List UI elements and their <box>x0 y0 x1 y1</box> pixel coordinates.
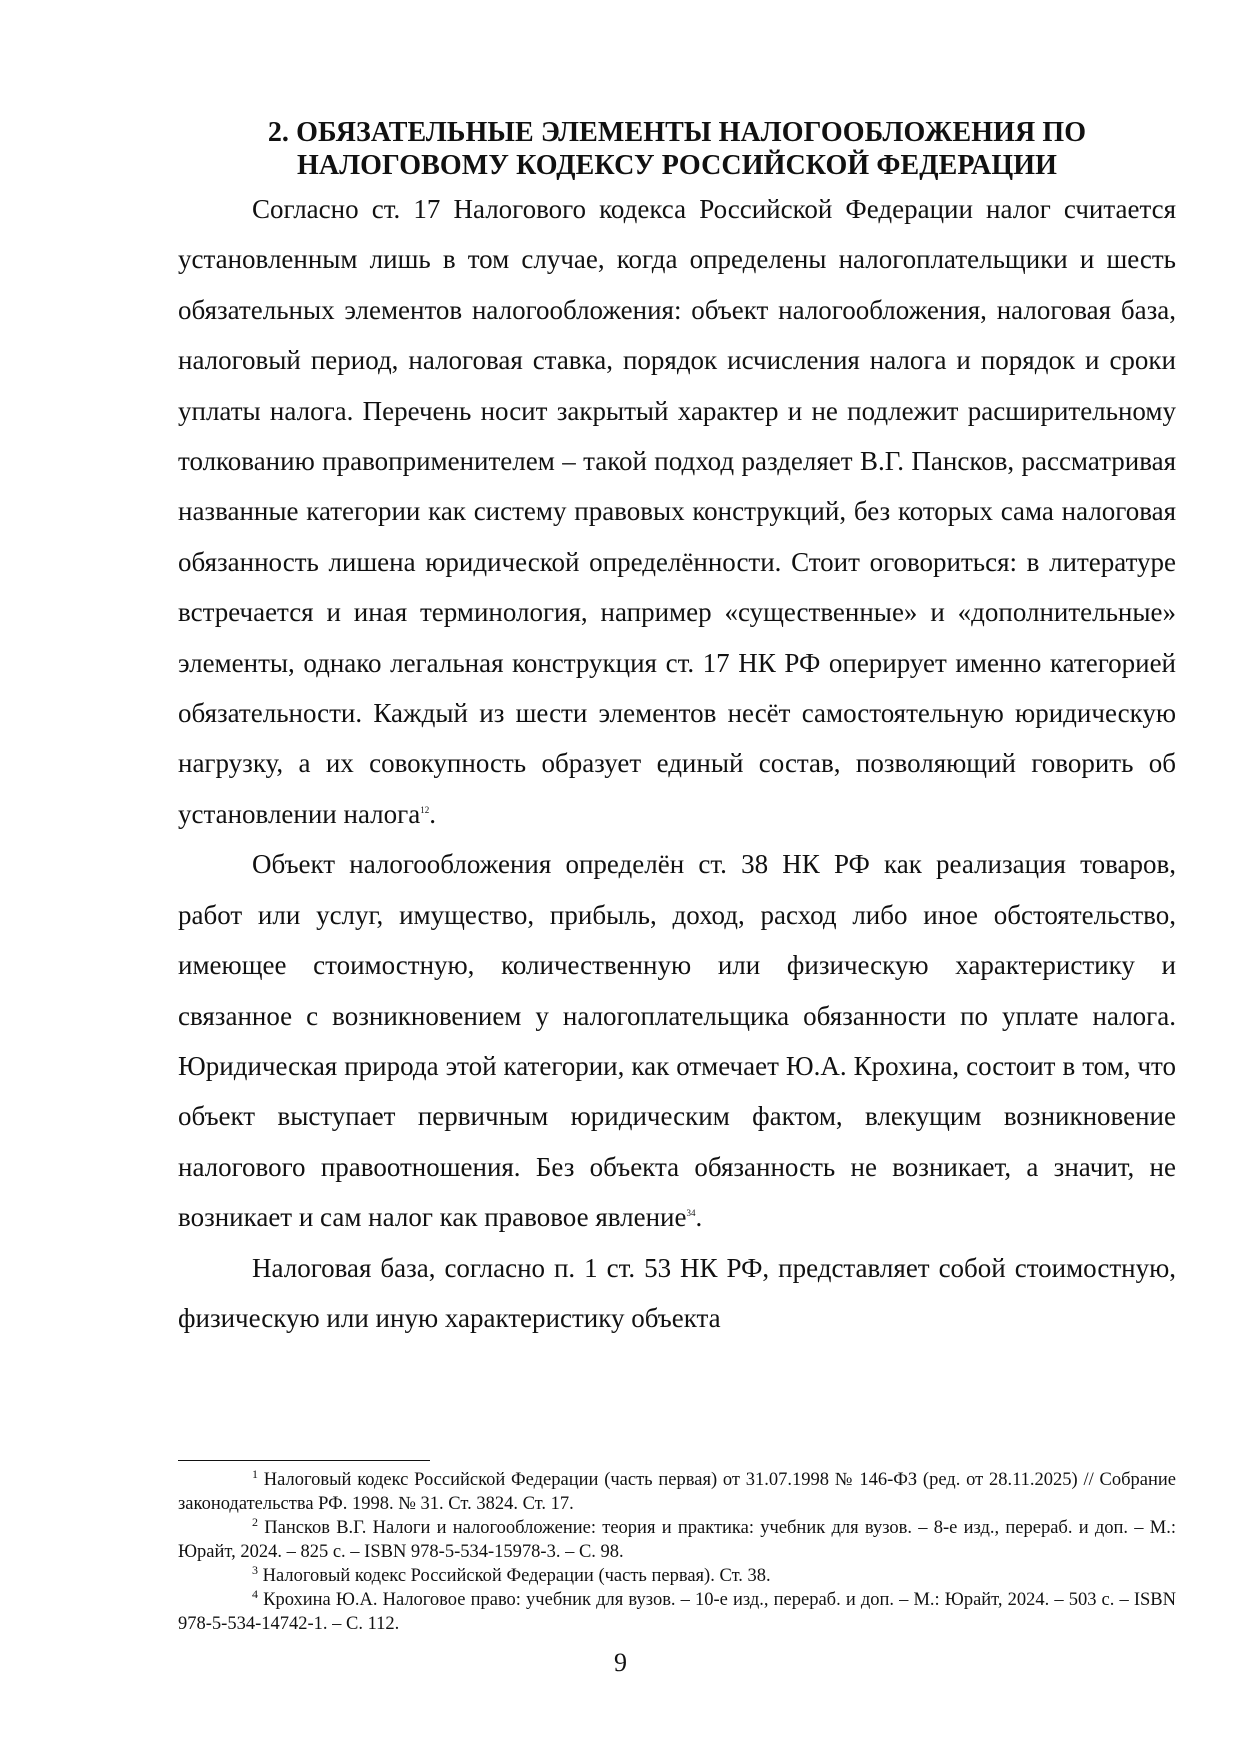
main-content <box>178 116 1176 1343</box>
paragraph-tax-object <box>178 839 1176 1242</box>
footnote-item <box>178 1588 1176 1636</box>
footnote-reference: 12 <box>420 804 430 815</box>
footnote-item <box>178 1516 1176 1564</box>
page-number: 9 <box>614 1648 627 1677</box>
footnote-text: Налоговый кодекс Российской Федерации (часть первая). Ст. 38. <box>262 1566 771 1586</box>
footnote-item <box>178 1468 1176 1516</box>
footnotes <box>178 1468 1176 1636</box>
footnote-item <box>178 1564 1176 1588</box>
footnote-text: Пансков В.Г. Налоги и налогообложение: теория и практика: учебник для вузов. – 8-е изд., перераб. и доп. – М.: Юрайт, 2024. – 825 с. – ISBN 978-5-534-15978-3. – С. 98. <box>178 1518 1176 1562</box>
paragraph-text: Налоговая база, согласно п. 1 ст. 53 НК РФ, представляет собой стоимостную, физическую или иную характеристику объекта <box>178 1252 1176 1333</box>
footnote-text: Налоговый кодекс Российской Федерации (часть первая) от 31.07.1998 № 146-ФЗ (ред. от 28.11.2025) // Собрание законодательства РФ. 1998. № 31. Ст. 3824. Ст. 17. <box>178 1470 1176 1514</box>
section-heading-line-2: НАЛОГОВОМУ КОДЕКСУ РОССИЙСКОЙ ФЕДЕРАЦИИ <box>297 150 1057 181</box>
section-heading <box>178 116 1176 182</box>
section-heading-line-1: 2. ОБЯЗАТЕЛЬНЫЕ ЭЛЕМЕНТЫ НАЛОГООБЛОЖЕНИЯ ПО <box>267 117 1087 148</box>
footnote-separator <box>178 1460 430 1461</box>
footnote-number: 4 <box>252 1586 258 1601</box>
paragraph-text: Объект налогообложения определён ст. 38 НК РФ как реализация товаров, работ или услуг, имущество, прибыль, доход, расход либо иное обстоятельство, имеющее стоимостную, количественную или физическую характеристику и связанное с возникновением у налогоплательщика обязанности по уплате налога. Юридическая природа этой категории, как отмечает Ю.А. Крохина, состоит в том, что объект выступает первичным юридическим фактом, влекущим возникновение налогового правоотношения. Без объекта обязанность не возникает, а значит, не возникает и сам налог как правовое явление <box>178 849 1176 1233</box>
footnote-reference: 34 <box>686 1208 696 1219</box>
paragraph-end: . <box>429 798 436 829</box>
paragraph-end: . <box>695 1202 703 1233</box>
paragraph-elements-overview <box>178 184 1176 839</box>
footnote-number: 3 <box>252 1562 258 1577</box>
paragraph-tax-base <box>178 1243 1176 1344</box>
footnote-text: Крохина Ю.А. Налоговое право: учебник для вузов. – 10-е изд., перераб. и доп. – М.: Юрайт, 2024. – 503 с. – ISBN 978-5-534-14742-1. – С. 112. <box>178 1590 1176 1634</box>
paragraph-text: Согласно ст. 17 Налогового кодекса Российской Федерации налог считается установленным лишь в том случае, когда определены налогоплательщики и шесть обязательных элементов налогообложения: объект налогообложения, налоговая база, налоговый период, налоговая ставка, порядок исчисления налога и порядок и сроки уплаты налога. Перечень носит закрытый характер и не подлежит расширительному толкованию правоприменителем – такой подход разделяет В.Г. Пансков, рассматривая названные категории как систему правовых конструкций, без которых сама налоговая обязанность лишена юридической определённости. Стоит оговориться: в литературе встречается и иная терминология, например «существенные» и «дополнительные» элементы, однако легальная конструкция ст. 17 НК РФ оперирует именно категорией обязательности. Каждый из шести элементов несёт самостоятельную юридическую нагрузку, а их совокупность образует единый состав, позволяющий говорить об установлении налога <box>178 194 1176 829</box>
footnote-number: 2 <box>252 1514 258 1529</box>
footnote-number: 1 <box>252 1466 258 1481</box>
